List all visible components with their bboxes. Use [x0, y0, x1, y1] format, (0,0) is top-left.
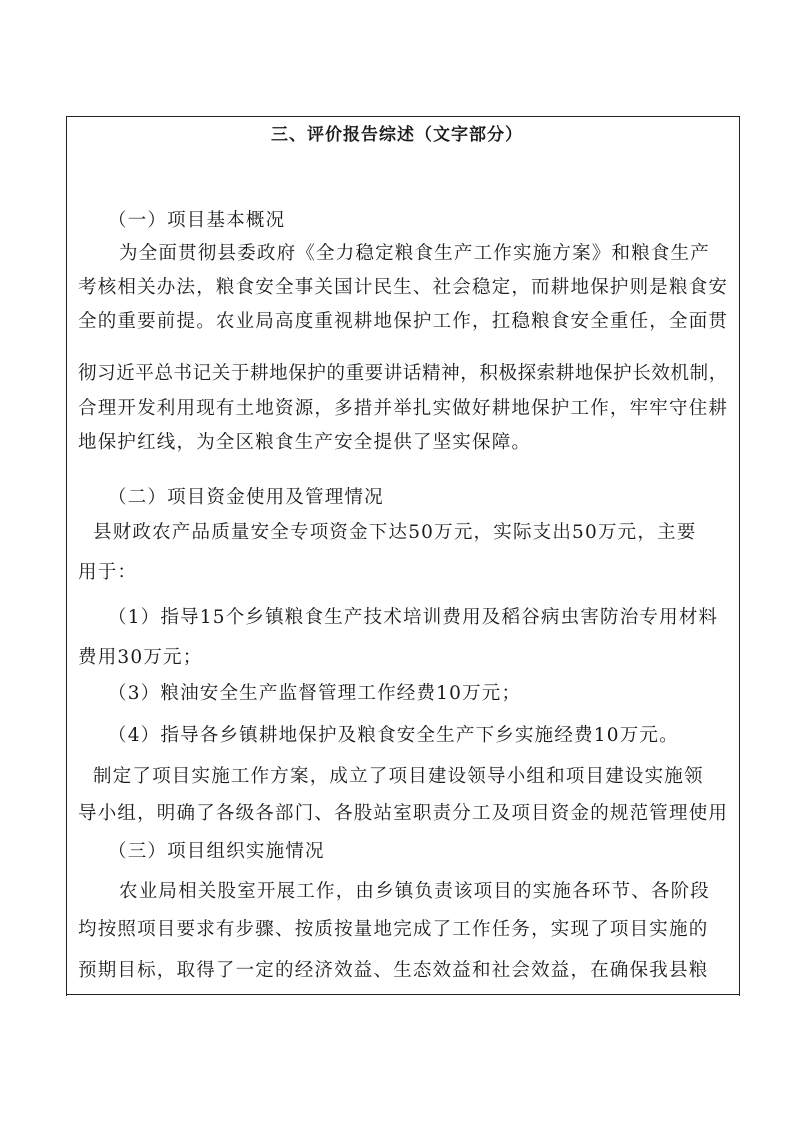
- paragraph-line: 县财政农产品质量安全专项资金下达50万元，实际支出50万元，主要: [93, 522, 697, 543]
- paragraph-line: 地保护红线，为全区粮食生产安全提供了坚实保障。: [78, 432, 532, 453]
- heading-fund-usage: （二）项目资金使用及管理情况: [108, 487, 384, 508]
- paragraph-line: 预期目标，取得了一定的经济效益、生态效益和社会效益，在确保我县粮: [78, 960, 709, 981]
- paragraph-line: 全的重要前提。农业局高度重视耕地保护工作，扛稳粮食安全重任，全面贯: [78, 311, 729, 332]
- paragraph-line: 均按照项目要求有步骤、按质按量地完成了工作任务，实现了项目实施的: [78, 919, 709, 940]
- section-title: 三、评价报告综述（文字部分）: [271, 125, 523, 145]
- paragraph-line: 导小组，明确了各级各部门、各股站室职责分工及项目资金的规范管理使用: [78, 803, 729, 824]
- heading-implementation: （三）项目组织实施情况: [108, 841, 325, 862]
- paragraph-line: 用于：: [78, 562, 138, 583]
- paragraph-line: 考核相关办法，粮食安全事关国计民生、社会稳定，而耕地保护则是粮食安: [78, 277, 729, 298]
- paragraph-line: 彻习近平总书记关于耕地保护的重要讲话精神，积极探索耕地保护长效机制，: [78, 363, 728, 384]
- list-item-4: （4）指导各乡镇耕地保护及粮食安全生产下乡实施经费10万元。: [108, 725, 679, 746]
- paragraph-line: 为全面贯彻县委政府《全力稳定粮食生产工作实施方案》和粮食生产: [119, 243, 711, 264]
- paragraph-line: 合理开发利用现有土地资源，多措并举扎实做好耕地保护工作，牢牢守住耕: [78, 398, 729, 419]
- paragraph-line: 农业局相关股室开展工作，由乡镇负责该项目的实施各环节、各阶段: [119, 881, 711, 902]
- frame-bottom-rule: [66, 994, 740, 995]
- heading-project-overview: （一）项目基本概况: [108, 210, 286, 231]
- list-item-1: （1）指导15个乡镇粮食生产技术培训费用及稻谷病虫害防治专用材料: [108, 607, 719, 628]
- paragraph-line: 制定了项目实施工作方案，成立了项目建设领导小组和项目建设实施领: [93, 766, 704, 787]
- list-item-1-continued: 费用30万元；: [78, 647, 203, 668]
- list-item-3: （3）粮油安全生产监督管理工作经费10万元；: [108, 683, 522, 704]
